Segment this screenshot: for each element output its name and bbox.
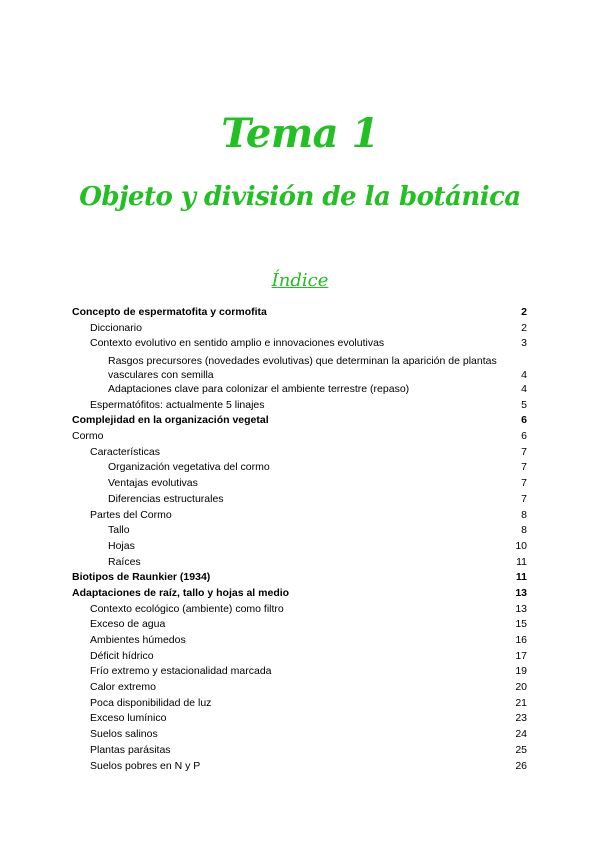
toc-entry-label: Suelos salinos	[90, 728, 158, 741]
table-of-contents	[72, 305, 527, 774]
toc-entry[interactable]	[72, 321, 527, 337]
toc-entry-label: Concepto de espermatofita y cormofita	[72, 305, 267, 318]
toc-entry-page: 7	[521, 492, 527, 505]
toc-entry[interactable]	[72, 523, 527, 539]
toc-entry-page: 3	[521, 337, 527, 350]
toc-entry[interactable]	[72, 759, 527, 775]
toc-entry[interactable]	[72, 727, 527, 743]
toc-entry[interactable]	[72, 413, 527, 429]
toc-entry[interactable]	[72, 586, 527, 602]
toc-entry-label: Hojas	[108, 539, 135, 552]
toc-entry-label: Frío extremo y estacionalidad marcada	[90, 665, 272, 678]
toc-entry-page: 4	[521, 368, 527, 381]
toc-entry-page: 24	[515, 728, 527, 741]
toc-entry[interactable]	[72, 664, 527, 680]
toc-entry-label: Diccionario	[90, 321, 142, 334]
toc-entry-label: Partes del Cormo	[90, 508, 172, 521]
toc-entry-page: 16	[515, 634, 527, 647]
toc-entry-label: Características	[90, 445, 161, 458]
toc-entry-page: 7	[521, 461, 527, 474]
toc-entry-label: Poca disponibilidad de luz	[90, 696, 212, 709]
toc-entry-label: Calor extremo	[90, 681, 156, 694]
toc-entry[interactable]	[72, 429, 527, 445]
toc-entry-page: 26	[515, 759, 527, 772]
toc-entry-label: Rasgos precursores (novedades evolutivas) que determinan la aparición de plantas vasculares con semilla	[108, 355, 497, 381]
toc-entry-page: 10	[515, 539, 527, 552]
toc-entry[interactable]	[72, 461, 527, 477]
toc-entry-label: Contexto ecológico (ambiente) como filtro	[90, 602, 284, 615]
toc-entry-page: 23	[515, 712, 527, 725]
toc-entry-page: 19	[515, 665, 527, 678]
toc-entry[interactable]	[72, 570, 527, 586]
toc-entry-page: 15	[515, 618, 527, 631]
toc-entry-page: 5	[521, 398, 527, 411]
toc-entry-label: Biotipos de Raunkier (1934)	[72, 571, 211, 584]
toc-entry-label: Adaptaciones de raíz, tallo y hojas al medio	[72, 586, 290, 599]
toc-entry-label: Diferencias estructurales	[108, 492, 224, 505]
toc-entry-label: Raíces	[108, 555, 141, 568]
toc-entry-page: 25	[515, 743, 527, 756]
toc-entry[interactable]	[72, 508, 527, 524]
toc-entry[interactable]	[72, 712, 527, 728]
toc-entry-page: 17	[515, 649, 527, 662]
toc-entry-label: Ventajas evolutivas	[108, 477, 198, 490]
toc-entry[interactable]	[72, 398, 527, 414]
toc-entry-label: Exceso de agua	[90, 618, 166, 631]
toc-entry[interactable]	[72, 305, 527, 321]
index-heading: Índice	[271, 270, 329, 291]
toc-entry[interactable]	[72, 617, 527, 633]
toc-entry-page: 2	[521, 305, 527, 318]
document-subtitle: Objeto y división de la botánica	[79, 182, 521, 212]
toc-entry[interactable]	[72, 352, 527, 382]
toc-entry[interactable]	[72, 602, 527, 618]
toc-entry-label: Complejidad en la organización vegetal	[72, 414, 269, 427]
toc-entry-label: Exceso lumínico	[90, 712, 167, 725]
toc-entry-label: Cormo	[72, 430, 104, 443]
toc-entry-label: Contexto evolutivo en sentido amplio e innovaciones evolutivas	[90, 337, 385, 350]
toc-entry-page: 4	[521, 383, 527, 396]
toc-entry-label: Déficit hídrico	[90, 649, 154, 662]
toc-entry-page: 7	[521, 445, 527, 458]
toc-entry-page: 13	[515, 602, 527, 615]
toc-entry-page: 21	[515, 696, 527, 709]
toc-entry-page: 8	[521, 508, 527, 521]
toc-entry[interactable]	[72, 680, 527, 696]
toc-entry-page: 6	[521, 430, 527, 443]
toc-entry-label: Organización vegetativa del cormo	[108, 461, 270, 474]
toc-entry[interactable]	[72, 743, 527, 759]
toc-entry[interactable]	[72, 492, 527, 508]
toc-entry-label: Adaptaciones clave para colonizar el ambiente terrestre (repaso)	[108, 383, 410, 396]
toc-entry[interactable]	[72, 649, 527, 665]
toc-entry[interactable]	[72, 539, 527, 555]
toc-entry-page: 2	[521, 321, 527, 334]
toc-entry-page: 13	[515, 586, 527, 599]
toc-entry-page: 7	[521, 477, 527, 490]
toc-entry-label: Tallo	[108, 524, 130, 537]
toc-entry-page: 6	[521, 414, 527, 427]
toc-entry[interactable]	[72, 445, 527, 461]
toc-entry[interactable]	[72, 555, 527, 571]
toc-entry-page: 20	[515, 681, 527, 694]
toc-entry-page: 11	[515, 571, 527, 584]
toc-entry-label: Ambientes húmedos	[90, 634, 186, 647]
toc-entry[interactable]	[72, 696, 527, 712]
toc-entry[interactable]	[72, 476, 527, 492]
toc-entry-page: 8	[521, 524, 527, 537]
document-title: Tema 1	[221, 110, 379, 157]
toc-entry-label: Plantas parásitas	[90, 743, 171, 756]
toc-entry-label: Espermatófitos: actualmente 5 linajes	[90, 398, 265, 411]
toc-entry[interactable]	[72, 382, 527, 398]
toc-entry[interactable]	[72, 633, 527, 649]
toc-entry-page: 11	[516, 555, 527, 568]
toc-entry-label: Suelos pobres en N y P	[90, 759, 201, 772]
toc-entry[interactable]	[72, 336, 527, 352]
